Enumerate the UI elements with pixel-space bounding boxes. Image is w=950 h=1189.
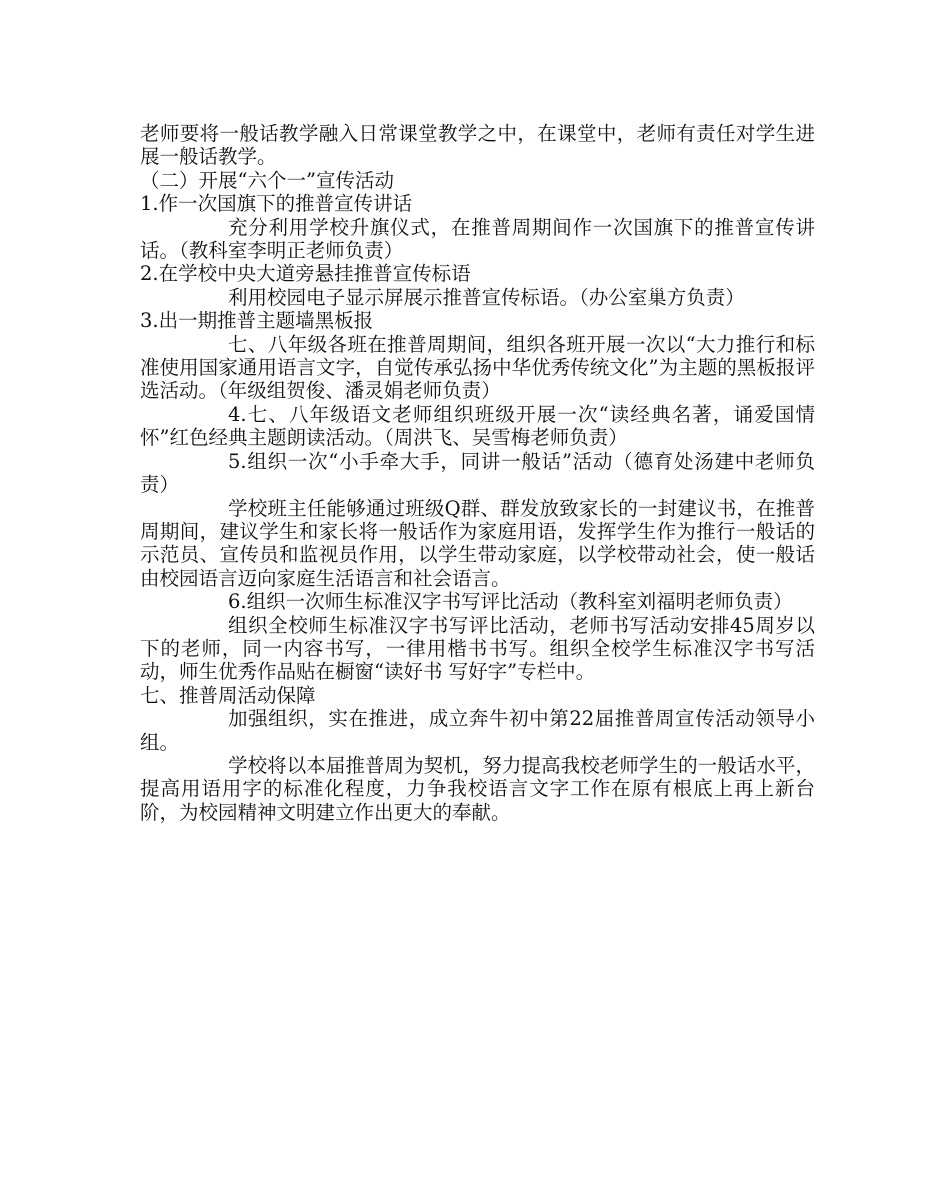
section-heading-six-activities: （二）开展“六个一”宣传活动 (140, 168, 394, 192)
paragraph-item-6-detail: 组织全校师生标准汉字书写评比活动，老师书写活动安排45周岁以下的老师，同一内容书写，一律用楷书书写。组织全校学生标准汉字书写活动，师生优秀作品贴在橱窗“读好书 写好字”专栏中。 (140, 613, 815, 684)
section-heading-guarantee: 七、推普周活动保障 (140, 683, 316, 707)
paragraph-item-5-detail: 学校班主任能够通过班级Q群、群发放致家长的一封建议书，在推普周期间，建议学生和家长将一般话作为家庭用语，发挥学生作为推行一般话的示范员、宣传员和监视员作用，以学生带动家庭，以学校带动社会，使一般话由校园语言迈向家庭生活语言和社会语言。 (140, 496, 815, 590)
paragraph-item-2: 利用校园电子显示屏展示推普宣传标语。（办公室巢方负责） (228, 285, 745, 309)
item-heading-3: 3.出一期推普主题墙黑板报 (140, 309, 374, 333)
paragraph-item-1: 充分利用学校升旗仪式，在推普周期间作一次国旗下的推普宣传讲话。（教科室李明正老师负责） (140, 215, 815, 263)
item-heading-2: 2.在学校中央大道旁悬挂推普宣传标语 (140, 262, 471, 286)
document-body (140, 122, 815, 824)
paragraph-item-4: 4.七、八年级语文老师组织班级开展一次“读经典名著，诵爱国情怀”红色经典主题朗读活动。（周洪飞、吴雪梅老师负责） (140, 402, 815, 450)
paragraph-item-5: 5.组织一次“小手牵大手，同讲一般话”活动（德育处汤建中老师负责） (140, 449, 815, 497)
paragraph-closing: 学校将以本届推普周为契机，努力提高我校老师学生的一般话水平，提高用语用字的标准化程度，力争我校语言文字工作在原有根底上再上新台阶，为校园精神文明建立作出更大的奉献。 (140, 753, 815, 824)
paragraph-guarantee: 加强组织，实在推进，成立奔牛初中第22届推普周宣传活动领导小组。 (140, 707, 815, 754)
paragraph-item-3: 七、八年级各班在推普周期间，组织各班开展一次以“大力推行和标准使用国家通用语言文字，自觉传承弘扬中华优秀传统文化”为主题的黑板报评选活动。（年级组贺俊、潘灵娟老师负责） (140, 332, 815, 403)
paragraph-item-6: 6.组织一次师生标准汉字书写评比活动（教科室刘福明老师负责） (228, 590, 793, 614)
item-heading-1: 1.作一次国旗下的推普宣传讲话 (140, 192, 413, 216)
paragraph-intro-continuation: 老师要将一般话教学融入日常课堂教学之中，在课堂中，老师有责任对学生进展一般话教学。 (140, 122, 815, 169)
